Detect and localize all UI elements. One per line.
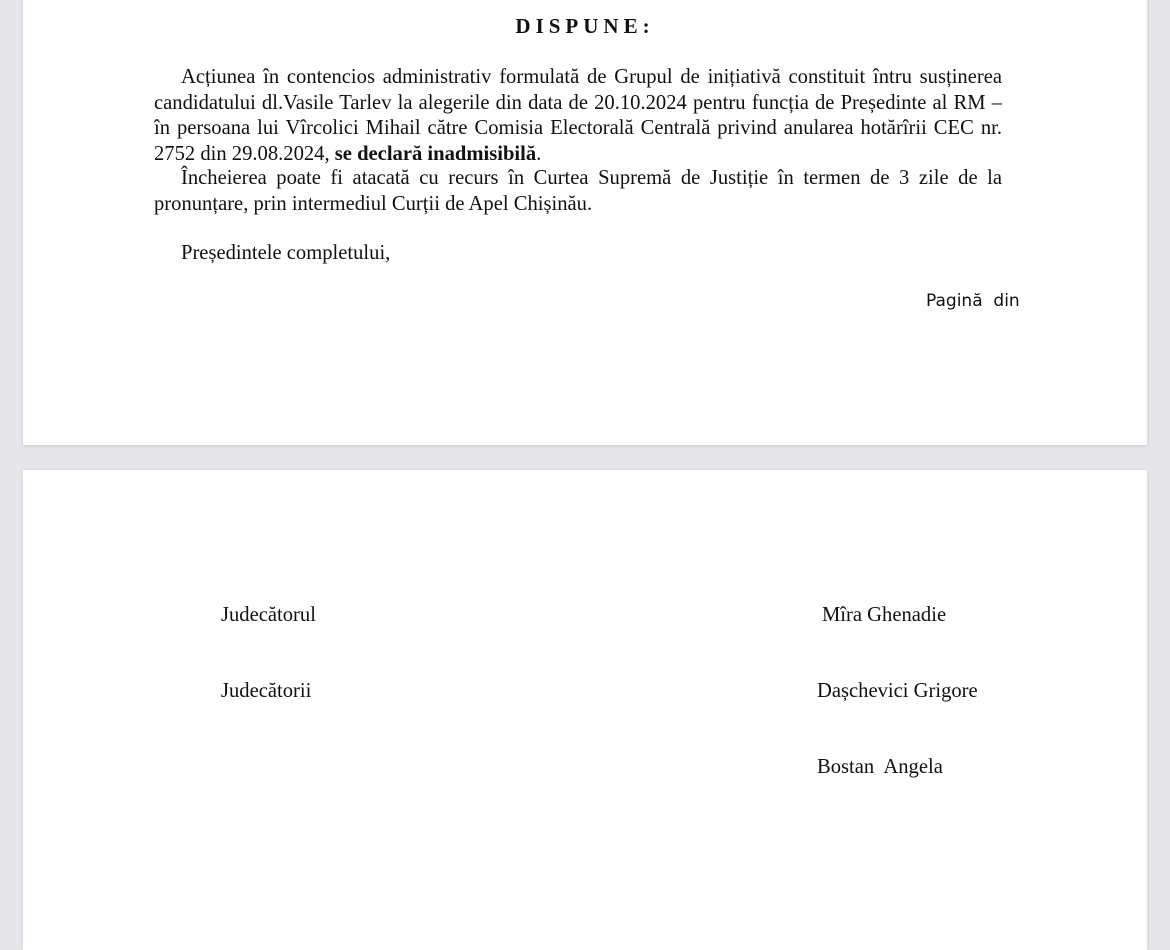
section-heading: DISPUNE: — [515, 14, 655, 38]
ruling-text: Acțiunea în contencios administrativ formulată de Grupul de inițiativă constituit întru susținerea candidatului dl.Vasile Tarlev la alegerile din data de 20.10.2024 pentru funcția de Președinte al RM – în persoana lui Vîrcolici Mihail către Comisia Electorală Centrală privind anularea hotărîrii CEC nr. 2752 din 29.08.2024, — [154, 66, 1002, 165]
document-page-2 — [23, 470, 1147, 950]
judge-label: Judecătorul — [221, 604, 316, 626]
judge-name-3: Bostan Angela — [817, 756, 943, 778]
ruling-verdict: se declară inadmisibilă — [334, 142, 537, 165]
presiding-judge-label: Președintele completului, — [181, 242, 391, 264]
page-footer: Pagină din — [926, 291, 1020, 311]
ruling-paragraph — [154, 65, 1002, 167]
document-page-1 — [23, 0, 1147, 445]
ruling-end: . — [536, 142, 542, 165]
judge-name: Mîra Ghenadie — [822, 604, 947, 626]
appeal-paragraph: Încheierea poate fi atacată cu recurs în Curtea Supremă de Justiție în termen de 3 zile de la pronunțare, prin intermediul Curții de Apel Chișinău. — [154, 167, 1002, 215]
judges-label: Judecătorii — [221, 680, 312, 702]
judge-name-2: Dașchevici Grigore — [817, 680, 978, 702]
